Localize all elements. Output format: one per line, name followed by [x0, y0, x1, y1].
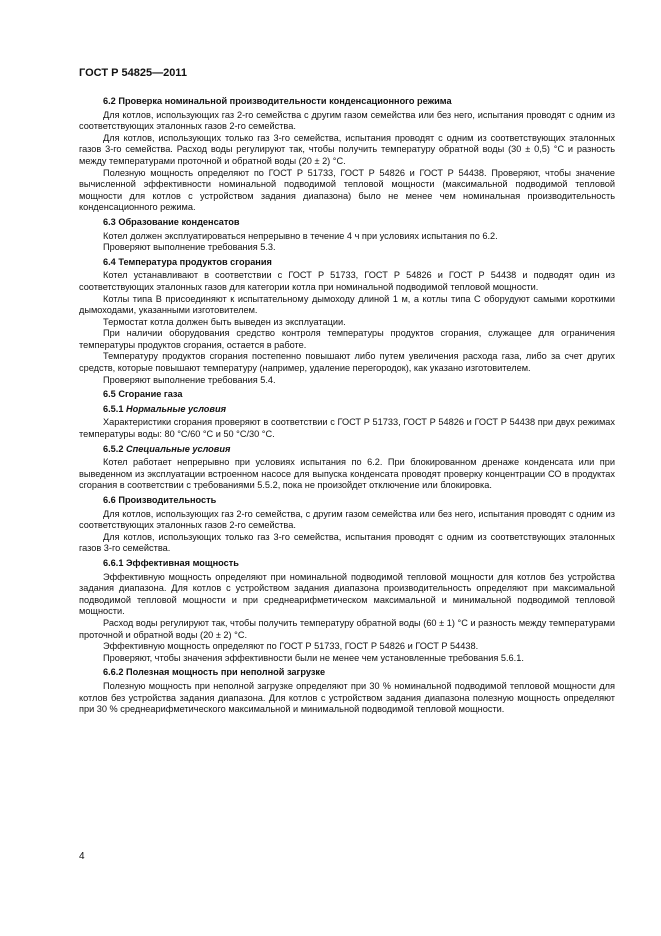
- section-heading: [103, 217, 615, 229]
- paragraph: Для котлов, использующих газ 2-го семейства, с другим газом семейства или без него, испытания проводят с одним из соответствующих эталонных газов 2-го семейства.: [79, 508, 615, 531]
- section-number: 6.6.1: [103, 557, 124, 568]
- paragraph: Для котлов, использующих газ 2-го семейства с другим газом семейства или без него, испытания проводят с одним из соответствующих эталонных газов 2-го семейства.: [79, 109, 615, 132]
- paragraph: Котел работает непрерывно при условиях испытания по 6.2. При блокированном дренаже конденсата или при выведенном из эксплуатации встроенном насосе для выпуска конденсата проводят проверку концентрации СО в продуктах сгорания в соответствии с требованиями 5.5.2, пока не произойдет отключение или блокировка.: [79, 457, 615, 491]
- paragraph: Температуру продуктов сгорания постепенно повышают либо путем увеличения расхода газа, либо за счет других средств, которые повышают температуру (например, удаление перегородок), как указано изготовителем.: [79, 351, 615, 374]
- paragraph: Характеристики сгорания проверяют в соответствии с ГОСТ Р 51733, ГОСТ Р 54826 и ГОСТ Р 54438 при двух режимах температуры воды: 80 °С/60 °С и 50 °С/30 °С.: [79, 417, 615, 440]
- section-number: 6.4: [103, 256, 116, 267]
- paragraph: Котел должен эксплуатироваться непрерывно в течение 4 ч при условиях испытания по 6.2.: [103, 230, 498, 241]
- section-title: Образование конденсатов: [118, 216, 240, 227]
- section-title: Нормальные условия: [126, 403, 226, 414]
- section-heading: [103, 495, 615, 507]
- section-title: Эффективная мощность: [126, 557, 239, 568]
- section-title: Полезная мощность при неполной загрузке: [126, 667, 326, 678]
- paragraph: Проверяют выполнение требования 5.3.: [103, 242, 276, 253]
- section-number: 6.5.1: [103, 403, 124, 414]
- document-header: ГОСТ Р 54825—2011: [79, 67, 187, 79]
- section-heading: [103, 444, 615, 456]
- section-heading: [103, 404, 615, 416]
- paragraph: При наличии оборудования средство контроля температуры продуктов сгорания, служащее для ограничения температуры продуктов сгорания, остается в работе.: [79, 328, 615, 350]
- section-heading: [103, 257, 615, 269]
- section-title: Производительность: [118, 495, 217, 505]
- section-title: Проверка номинальной производительности конденсационного режима: [118, 96, 452, 106]
- paragraph: Эффективную мощность определяют по ГОСТ Р 51733, ГОСТ Р 54826 и ГОСТ Р 54438.: [103, 641, 479, 652]
- paragraph: Проверяют выполнение требования 5.4.: [103, 374, 276, 385]
- section-heading: [103, 96, 615, 108]
- document-body: [79, 93, 615, 716]
- paragraph: Термостат котла должен быть выведен из эксплуатации.: [103, 316, 346, 327]
- section-heading: [103, 389, 615, 401]
- paragraph: Для котлов, использующих только газ 3-го семейства, испытания проводят с одним из соответствующих эталонных газов 3-го семейства. Расход воды регулируют так, чтобы получить температуру обратной воды (30 ± 0,5) °С и разность между температурами проточной и обратной воды (20 ± 2) °С.: [79, 132, 615, 166]
- section-title: Сгорание газа: [118, 389, 183, 400]
- paragraph: Эффективную мощность определяют при номинальной подводимой тепловой мощности для котлов без устройства задания диапазона. Для котлов с устройством задания диапазона производительность определяют при максимальной подводимой тепловой мощности и при среднеарифметическом максимальной и минимальной подводимой тепловой мощности.: [79, 571, 615, 617]
- section-title: Специальные условия: [126, 443, 231, 454]
- paragraph: Расход воды регулируют так, чтобы получить температуру обратной воды (60 ± 1) °С и разность между температурами проточной и обратной воды (20 ± 2) °С.: [79, 617, 615, 640]
- section-heading: [103, 558, 615, 570]
- page-number: 4: [79, 851, 85, 862]
- section-heading: [103, 667, 615, 679]
- section-number: 6.6.2: [103, 667, 124, 678]
- section-number: 6.5.2: [103, 443, 124, 454]
- section-title: Температура продуктов сгорания: [118, 256, 272, 267]
- paragraph: Для котлов, использующих только газ 3-го семейства, испытания проводят с одним из соответствующих эталонных газов 3-го семейства.: [79, 531, 615, 554]
- paragraph: Котел устанавливают в соответствии с ГОСТ Р 51733, ГОСТ Р 54826 и ГОСТ Р 54438 и подводят один из соответствующих эталонных газов для категории котла при номинальной подводимой тепловой мощности.: [79, 270, 615, 292]
- section-number: 6.2: [103, 96, 116, 106]
- section-number: 6.3: [103, 216, 116, 227]
- paragraph: Полезную мощность определяют по ГОСТ Р 51733, ГОСТ Р 54826 и ГОСТ Р 54438. Проверяют, чтобы значение вычисленной эффективности номинальной подводимой тепловой мощности (максимальной подводимой тепловой мощности для котлов с устройством задания диапазона) было не менее чем номинальная производительность конденсационного режима.: [79, 167, 615, 213]
- paragraph: Полезную мощность при неполной загрузке определяют при 30 % номинальной подводимой тепловой мощности для котлов без устройства задания диапазона. Для котлов с устройством задания диапазона полезную мощность определяют при 30 % среднеарифметического максимальной и минимальной подводимой тепловой мощности.: [79, 680, 615, 715]
- section-number: 6.5: [103, 389, 116, 400]
- paragraph: Проверяют, чтобы значения эффективности были не менее чем установленные требования 5.6.1.: [103, 652, 524, 663]
- paragraph: Котлы типа В присоединяют к испытательному дымоходу длиной 1 м, а котлы типа С оборудуют самыми короткими дымоходами, указанными изготовителем.: [79, 293, 615, 316]
- section-number: 6.6: [103, 495, 116, 505]
